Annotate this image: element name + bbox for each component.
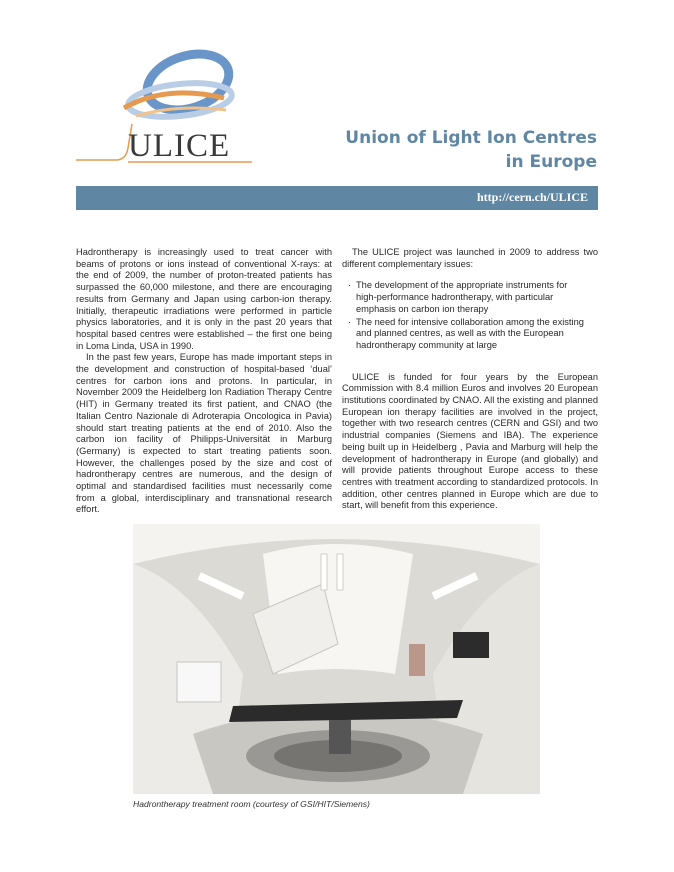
treatment-room-photo	[133, 524, 540, 794]
logo-wordmark: ULICE	[128, 128, 231, 164]
title-line-1: Union of Light Ion Centres	[345, 128, 597, 148]
page-title	[345, 126, 597, 174]
title-line-2: in Europe	[505, 152, 597, 172]
left-column	[76, 247, 332, 516]
right-column	[342, 247, 598, 512]
list-item: · The need for intensive collaboration among the existing and planned centres, as well as with the European hadrontherapy community at large	[348, 317, 584, 352]
bullet-list	[348, 280, 584, 351]
list-item: · The development of the appropriate instruments for high-performance hadrontherapy, with particular emphasis on carbon ion therapy	[348, 280, 584, 315]
paragraph: The ULICE project was launched in 2009 to address two different complementary issues:	[342, 247, 598, 269]
paragraph: Hadrontherapy is increasingly used to treat cancer with beams of protons or ions instead of conventional X-rays: at the end of 2009, the number of proton-treated patients has surpassed the 60,000 milestone, and there are encouraging results from Germany and Japan using carbon-ion therapy. Initially, therapeutic irradiations were performed in particle physics laboratories, and it is only in the past 20 years that hospital based centres were established – the first one being in Loma Linda, USA in 1990.	[76, 247, 332, 351]
photo-caption: Hadrontherapy treatment room (courtesy of GSI/HIT/Siemens)	[133, 799, 370, 809]
paragraph: ULICE is funded for four years by the European Commission with 8.4 million Euros and involves 20 European institutions coordinated by CNAO. All the existing and planned European ion therapy facilities are involved in the project, together with two research centres (CERN and GSI) and two industrial companies (Siemens and IBA). The experience being built up in Heidelberg , Pavia and Marburg will help the development of hadrontherapy in Europe (and globally) and will provide patients throughout Europe access to these centres with treatment according to standardized protocols. In addition, other centres planned in Europe which are due to start, will benefit from this experience.	[342, 371, 598, 511]
header-bar	[76, 186, 598, 210]
treatment-room-illustration	[133, 524, 540, 794]
project-url-link[interactable]: http://cern.ch/ULICE	[477, 190, 588, 204]
paragraph: In the past few years, Europe has made important steps in the development and construction of hospital-based ‘dual’ centres for carbon ions and protons. In particular, in November 2009 the Heidelberg Ion Radiation Therapy Centre (HIT) in Germany treated its first patient, and CNAO (the Italian Centro Nazionale di Adroterapia Oncologica in Pavia) should start treating patients at the end of 2010. Also the carbon ion facility of Philipps-Universität in Marburg (Germany) is expected to start treating patients soon. However, the challenges posed by the size and cost of hadrontherapy centres are numerous, and the design of optimal and standardised facilities must necessarily come from a global, interdisciplinary and transnational research effort.	[76, 352, 332, 515]
